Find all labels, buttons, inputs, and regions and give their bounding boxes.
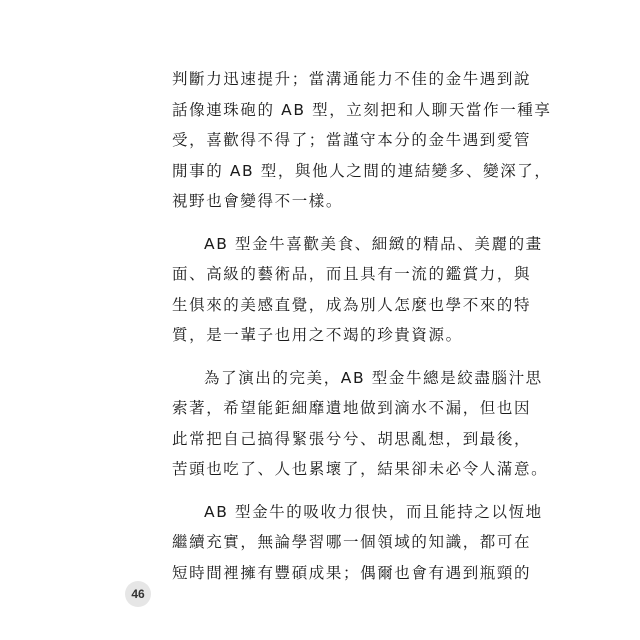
text-line: 質，是一輩子也用之不竭的珍貴資源。 [172, 326, 463, 344]
text-line: AB 型金牛喜歡美食、細緻的精品、美麗的畫 [204, 234, 543, 253]
text-line: 短時間裡擁有豐碩成果；偶爾也會有遇到瓶頸的 [172, 563, 532, 582]
text-line: 視野也會變得不一樣。 [172, 192, 344, 210]
text-line: 閒事的 AB 型，與他人之間的連結變多、變深了， [172, 161, 552, 180]
text-line: 苦頭也吃了、人也累壞了，結果卻未必令人滿意。 [172, 460, 549, 478]
text-line: 話像連珠砲的 AB 型，立刻把和人聊天當作一種享 [172, 100, 552, 119]
paragraph-4 [172, 497, 543, 589]
text-line: 生俱來的美感直覺，成為別人怎麼也學不來的特 [172, 295, 532, 314]
body-text [172, 64, 552, 600]
paragraph-2 [172, 229, 543, 351]
text-line: AB 型金牛的吸收力很快，而且能持之以恆地 [204, 502, 543, 521]
text-line: 為了演出的完美，AB 型金牛總是絞盡腦汁思 [204, 368, 543, 387]
paragraph-1 [172, 64, 552, 217]
text-line: 此常把自己搞得緊張兮兮、胡思亂想，到最後， [172, 429, 532, 448]
text-line: 判斷力迅速提升；當溝通能力不佳的金牛遇到說 [172, 70, 532, 88]
text-line: 面、高級的藝術品，而且具有一流的鑑賞力，與 [172, 265, 532, 283]
page-number-badge: 46 [125, 581, 151, 607]
paragraph-3 [172, 363, 549, 485]
text-line: 索著，希望能鉅細靡遺地做到滴水不漏，但也因 [172, 399, 532, 417]
text-line: 受，喜歡得不得了；當謹守本分的金牛遇到愛管 [172, 131, 532, 149]
text-line: 繼續充實，無論學習哪一個領域的知識，都可在 [172, 533, 532, 551]
